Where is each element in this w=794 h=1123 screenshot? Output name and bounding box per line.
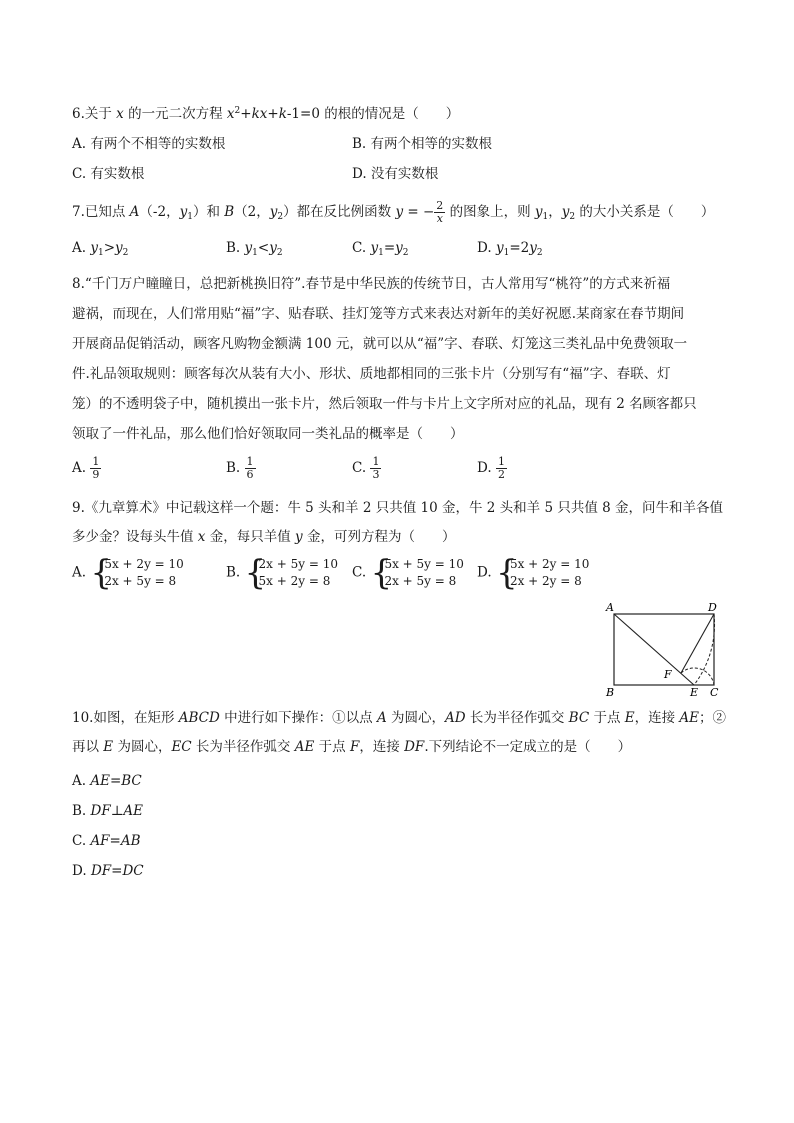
q9-option-d: D. { 5x + 2y = 10 2x + 2y = 8 [477, 553, 590, 593]
label-b: B [606, 686, 615, 698]
arc-e [681, 668, 714, 685]
q6-option-a: A. 有两个不相等的实数根 [72, 136, 226, 152]
label-a: A [606, 601, 614, 614]
q7-option-c: C. $y_1=y_2$ [352, 240, 409, 258]
q8-option-d: D. $\frac{1}{2}$ [477, 455, 505, 481]
q6-stem: 6.关于 x 的一元二次方程 $x^2+kx+k-1=0$ 的根的情况是（ ） [72, 106, 460, 122]
q9-option-b: B. { 2x + 5y = 10 5x + 2y = 8 [226, 553, 338, 593]
q8-option-b: B. $\frac{1}{6}$ [226, 455, 254, 481]
rectangle-figure [604, 600, 728, 698]
q8-line-3: 开展商品促销活动，顾客凡购物金额满 100 元，就可以从“福”字、春联、灯笼这三类礼品中免费领取一 [72, 336, 688, 352]
q6-option-c: C. 有实数根 [72, 166, 145, 182]
q7-stem: 7.已知点 A（-2，$y_1$）和 B（2，$y_2$）都在反比例函数 y = − $\frac{2}{x}$ 的图象上，则 $y_1$，$y_2$ 的大小关系是（ ） [72, 199, 715, 225]
label-f: F [664, 668, 672, 681]
q9-option-c: C. { 5x + 5y = 10 2x + 5y = 8 [352, 553, 464, 593]
label-c: C [710, 686, 719, 698]
q8-line-5: 笼）的不透明袋子中，随机摸出一张卡片，然后领取一件与卡片上文字所对应的礼品，现有 2 名顾客都只 [72, 396, 697, 412]
label-d: D [708, 601, 717, 614]
q8-line-6: 领取了一件礼品，那么他们恰好领取同一类礼品的概率是（ ） [72, 426, 464, 442]
q10-option-a: A. AE=BC [72, 773, 142, 789]
q10-line-2: 再以 E 为圆心，EC 长为半径作弧交 AE 于点 F，连接 DF.下列结论不一定成立的是（ ） [72, 739, 632, 755]
q10-option-b: B. DF⊥AE [72, 803, 144, 819]
q6-option-b: B. 有两个相等的实数根 [352, 136, 493, 152]
q8-option-a: A. $\frac{1}{9}$ [72, 455, 100, 481]
q8-line-1: 8.“千门万户瞳瞳日，总把新桃换旧符”.春节是中华民族的传统节日，古人常用写“桃符”的方式来祈福 [72, 276, 671, 292]
q8-line-2: 避祸，而现在，人们常用贴“福”字、贴春联、挂灯笼等方式来表达对新年的美好祝愿.某商家在春节期间 [72, 306, 685, 322]
q9-line-2: 多少金？设每头牛值 x 金，每只羊值 y 金，可列方程为（ ） [72, 529, 456, 545]
arc-a [694, 614, 715, 685]
q10-option-d: D. DF=DC [72, 863, 144, 879]
q7-fraction: $\frac{2}{x}$ [436, 199, 444, 225]
q10-line-1: 10.如图，在矩形 ABCD 中进行如下操作：①以点 A 为圆心，AD 长为半径作弧交 BC 于点 E，连接 AE；② [72, 710, 727, 726]
label-e: E [690, 686, 699, 698]
q6-option-d: D. 没有实数根 [352, 166, 439, 182]
segment-ae [614, 614, 694, 685]
q8-line-4: 件.礼品领取规则：顾客每次从装有大小、形状、质地都相同的三张卡片（分别写有“福”字、春联、灯 [72, 366, 671, 382]
q7-option-a: A. $y_1>y_2$ [72, 240, 129, 258]
q8-option-c: C. $\frac{1}{3}$ [352, 455, 380, 481]
segment-df [681, 614, 714, 673]
q7-option-d: D. $y_1=2y_2$ [477, 240, 543, 258]
q9-option-a: A. { 5x + 2y = 10 2x + 5y = 8 [72, 553, 184, 593]
q10-option-c: C. AF=AB [72, 833, 141, 849]
q7-option-b: B. $y_1<y_2$ [226, 240, 283, 258]
q9-line-1: 9.《九章算术》中记载这样一个题：牛 5 头和羊 2 只共值 10 金，牛 2 头和羊 5 只共值 8 金，问牛和羊各值 [72, 500, 723, 516]
